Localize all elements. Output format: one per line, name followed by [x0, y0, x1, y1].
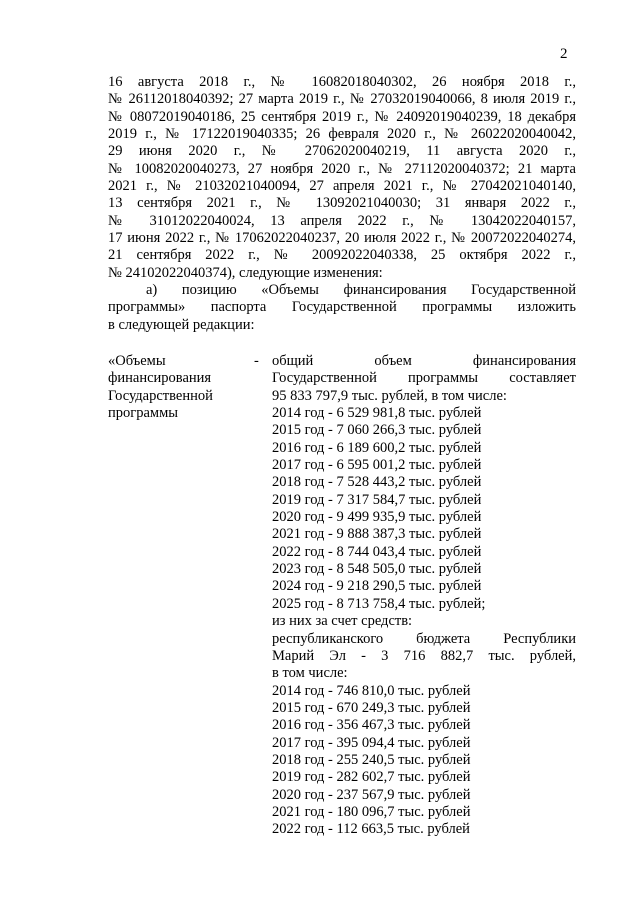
text-line: программы» паспорта Государственной программы изложить	[108, 299, 576, 316]
detail-line: из них за счет средств:	[272, 613, 413, 630]
year-amount-line: 2023 год - 8 548 505,0 тыс. рублей	[272, 561, 482, 578]
year-amount-line: 2014 год - 6 529 981,8 тыс. рублей	[272, 405, 482, 422]
text-line: 2019 г., № 17122019040335; 26 февраля 2020 г., № 26022020040042,	[108, 126, 576, 143]
year-amount-line: 2019 год - 282 602,7 тыс. рублей	[272, 769, 471, 786]
year-amount-line: 2018 год - 7 528 443,2 тыс. рублей	[272, 474, 482, 491]
text-line: 21 сентября 2022 г., № 20092022040338, 25 октября 2022 г.,	[108, 247, 576, 264]
year-amount-line: 2014 год - 746 810,0 тыс. рублей	[272, 682, 471, 699]
detail-line: в том числе:	[272, 665, 348, 682]
year-amount-line: 2024 год - 9 218 290,5 тыс. рублей	[272, 578, 482, 595]
text-line: № 26112018040392; 27 марта 2019 г., № 27032019040066, 8 июля 2019 г.,	[108, 91, 576, 108]
label-line: Государственной	[108, 387, 213, 404]
year-amount-line: 2016 год - 356 467,3 тыс. рублей	[272, 717, 471, 734]
year-amount-line: 2022 год - 8 744 043,4 тыс. рублей	[272, 543, 482, 560]
text-line: № 08072019040186, 25 сентября 2019 г., № 24092019040239, 18 декабря	[108, 108, 576, 125]
year-amount-line: 2021 год - 180 096,7 тыс. рублей	[272, 803, 471, 820]
separator-dash: -	[254, 353, 259, 369]
year-amount-line: 2015 год - 7 060 266,3 тыс. рублей	[272, 422, 482, 439]
text-line: № 31012022040024, 13 апреля 2022 г., № 13042022040157,	[108, 212, 576, 229]
text-line: № 24102022040374), следующие изменения:	[108, 264, 383, 281]
text-line: № 10082020040273, 27 ноября 2020 г., № 27112020040372; 21 марта	[108, 160, 576, 177]
detail-line: Марий Эл - 3 716 882,7 тыс. рублей,	[272, 647, 576, 664]
text-line: 2021 г., № 21032021040094, 27 апреля 2021 г., № 27042021040140,	[108, 178, 576, 195]
year-amount-line: 2019 год - 7 317 584,7 тыс. рублей	[272, 491, 482, 508]
text-line: 13 сентября 2021 г., № 13092021040030; 31 января 2022 г.,	[108, 195, 576, 212]
text-line: 29 июня 2020 г., № 27062020040219, 11 августа 2020 г.,	[108, 143, 576, 160]
year-amount-line: 2016 год - 6 189 600,2 тыс. рублей	[272, 439, 482, 456]
year-amount-line: 2021 год - 9 888 387,3 тыс. рублей	[272, 526, 482, 543]
year-amount-line: 2020 год - 9 499 935,9 тыс. рублей	[272, 509, 482, 526]
text-line: в следующей редакции:	[108, 316, 255, 333]
financing-details	[272, 353, 576, 839]
item-a-line: а) позицию «Объемы финансирования Государственной	[146, 282, 576, 299]
label-line: финансирования	[108, 370, 212, 387]
label-line: «Объемы	[108, 353, 166, 369]
intro-paragraph	[108, 74, 576, 334]
label-line: программы	[108, 405, 178, 422]
year-amount-line: 2020 год - 237 567,9 тыс. рублей	[272, 786, 471, 803]
detail-line: республиканского бюджета Республики	[272, 630, 576, 647]
text-line: 16 августа 2018 г., № 16082018040302, 26 ноября 2018 г.,	[108, 74, 576, 90]
detail-line: Государственной программы составляет	[272, 370, 576, 387]
detail-line: общий объем финансирования	[272, 353, 576, 369]
detail-line: 95 833 797,9 тыс. рублей, в том числе:	[272, 387, 507, 404]
page-number: 2	[560, 46, 568, 62]
year-amount-line: 2015 год - 670 249,3 тыс. рублей	[272, 699, 471, 716]
year-amount-line: 2017 год - 395 094,4 тыс. рублей	[272, 734, 471, 751]
year-amount-line: 2025 год - 8 713 758,4 тыс. рублей;	[272, 595, 486, 612]
year-amount-line: 2017 год - 6 595 001,2 тыс. рублей	[272, 457, 482, 474]
year-amount-line: 2022 год - 112 663,5 тыс. рублей	[272, 821, 470, 838]
text-line: 17 июня 2022 г., № 17062022040237, 20 июля 2022 г., № 20072022040274,	[108, 230, 576, 247]
position-label	[108, 353, 268, 422]
year-amount-line: 2018 год - 255 240,5 тыс. рублей	[272, 751, 471, 768]
